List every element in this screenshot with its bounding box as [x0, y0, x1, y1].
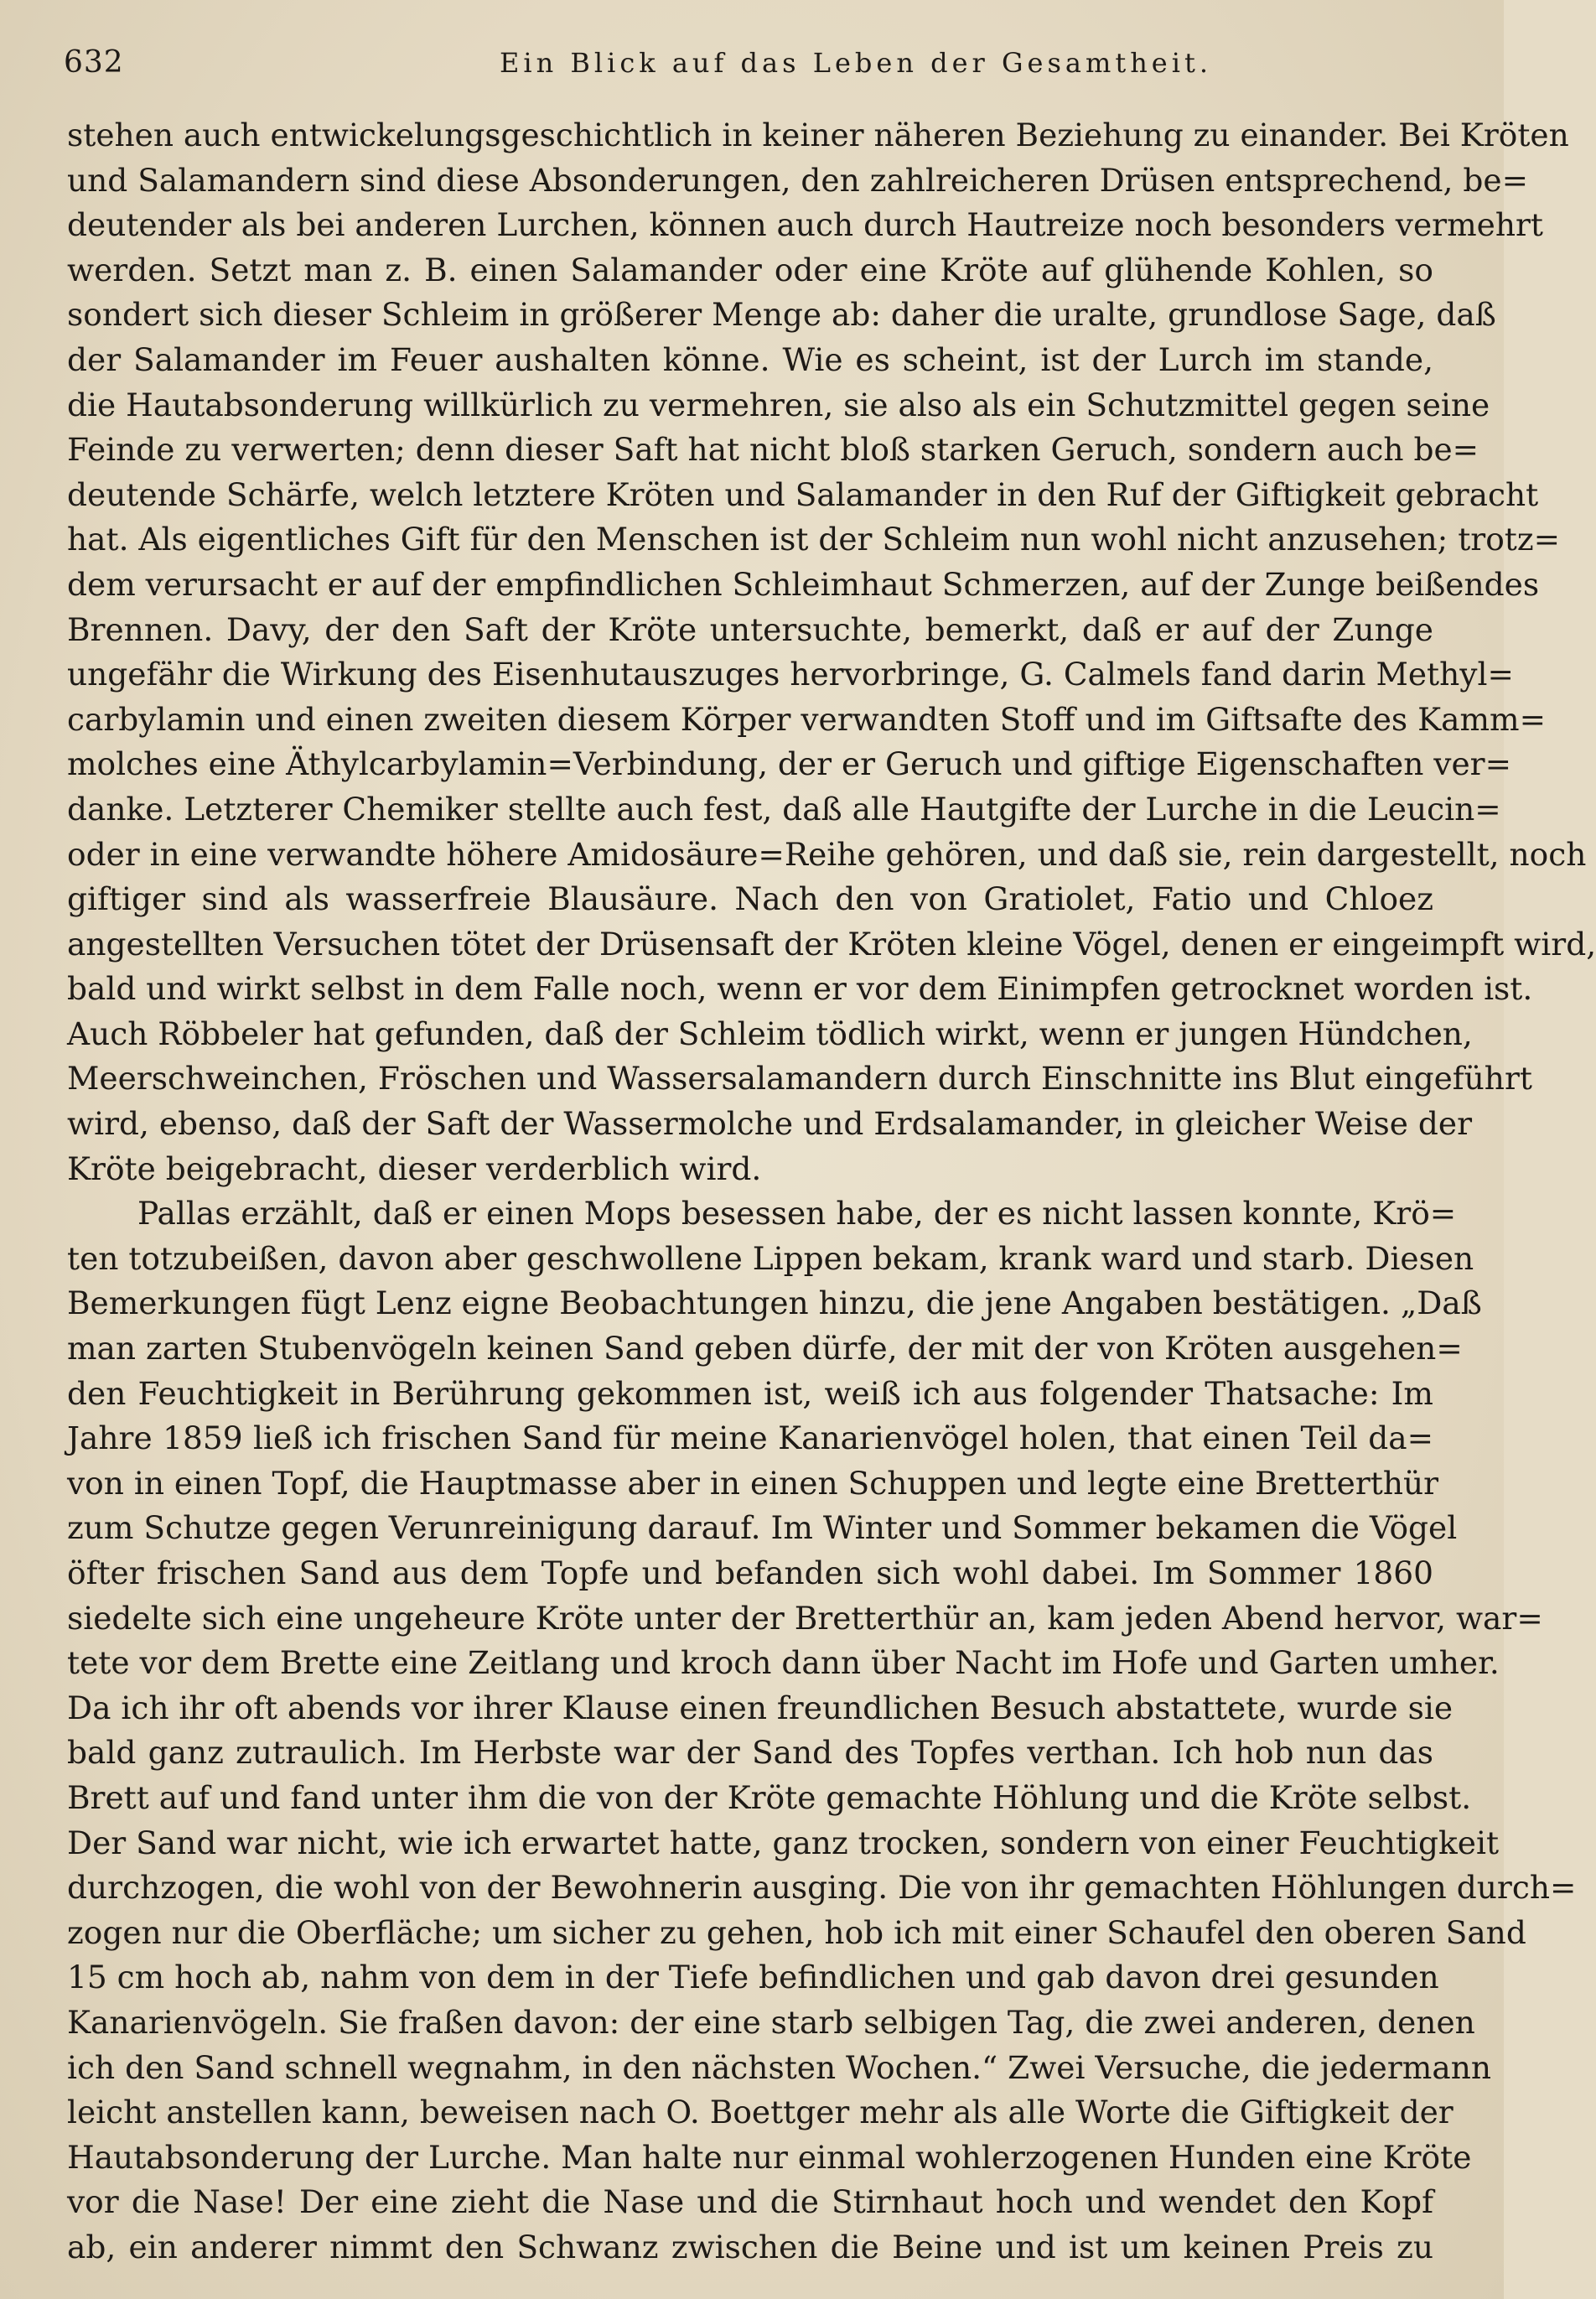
text-line: und Salamandern sind diese Absonderungen, den zahlreicheren Drüsen entsprechend, be= — [67, 161, 1528, 199]
text-line: Kanarienvögeln. Sie fraßen davon: der eine starb selbigen Tag, die zwei anderen, denen — [67, 2003, 1475, 2041]
paragraph-2 — [67, 1191, 1577, 2270]
text-line: sondert sich dieser Schleim in größerer Menge ab: daher die uralte, grundlose Sage, daß — [67, 296, 1496, 334]
text-line: molches eine Äthylcarbylamin=Verbindung, der er Geruch und giftige Eigenschaften ver= — [67, 745, 1512, 783]
text-line: Kröte beigebracht, dieser verderblich wird. — [67, 1150, 762, 1187]
text-line: giftiger sind als wasserfreie Blausäure. Nach den von Gratiolet, Fatio und Chloez — [67, 880, 1433, 918]
text-line: ungefähr die Wirkung des Eisenhutauszuges hervorbringe, G. Calmels fand darin Methyl= — [67, 656, 1514, 693]
text-line: hat. Als eigentliches Gift für den Menschen ist der Schleim nun wohl nicht anzusehen; trotz= — [67, 521, 1561, 558]
text-line: man zarten Stubenvögeln keinen Sand geben dürfe, der mit der von Kröten ausgehen= — [67, 1330, 1463, 1367]
text-line: der Salamander im Feuer aushalten könne. Wie es scheint, ist der Lurch im stande, — [67, 340, 1433, 378]
text-line: werden. Setzt man z. B. einen Salamander oder eine Kröte auf glühende Kohlen, so — [67, 251, 1433, 288]
text-line: deutende Schärfe, welch letztere Kröten und Salamander in den Ruf der Giftigkeit gebracht — [67, 475, 1539, 513]
text-line: dem verursacht er auf der empfindlichen Schleimhaut Schmerzen, auf der Zunge beißendes — [67, 565, 1540, 603]
text-line: Feinde zu verwerten; denn dieser Saft hat nicht bloß starken Geruch, sondern auch be= — [67, 431, 1479, 469]
text-line: Bemerkungen fügt Lenz eigne Beobachtungen hinzu, die jene Angaben bestätigen. „Daß — [67, 1284, 1482, 1322]
text-line: Pallas erzählt, daß er einen Mops besessen habe, der es nicht lassen konnte, Krö= — [137, 1195, 1457, 1233]
text-line: Auch Röbbeler hat gefunden, daß der Schleim tödlich wirkt, wenn er jungen Hündchen, — [67, 1015, 1473, 1052]
text-line: siedelte sich eine ungeheure Kröte unter der Bretterthür an, kam jeden Abend hervor, war= — [67, 1599, 1543, 1637]
text-line: ab, ein anderer nimmt den Schwanz zwischen die Beine und ist um keinen Preis zu — [67, 2228, 1433, 2265]
text-line: Brett auf und fand unter ihm die von der Kröte gemachte Höhlung und die Kröte selbst. — [67, 1778, 1472, 1816]
text-line: deutender als bei anderen Lurchen, können auch durch Hautreize noch besonders vermehrt — [67, 206, 1543, 244]
text-line: bald und wirkt selbst in dem Falle noch, wenn er vor dem Einimpfen getrocknet worden ist. — [67, 970, 1533, 1008]
text-line: den Feuchtigkeit in Berührung gekommen ist, weiß ich aus folgender Thatsache: Im — [67, 1374, 1433, 1412]
text-line: carbylamin und einen zweiten diesem Körper verwandten Stoff und im Giftsafte des Kamm= — [67, 700, 1547, 738]
text-line: tete vor dem Brette eine Zeitlang und kroch dann über Nacht im Hofe und Garten umher. — [67, 1644, 1500, 1682]
text-line: zogen nur die Oberfläche; um sicher zu gehen, hob ich mit einer Schaufel den oberen Sand — [67, 1913, 1526, 1951]
page-number: 632 — [64, 45, 124, 80]
text-line: Brennen. Davy, der den Saft der Kröte untersuchte, bemerkt, daß er auf der Zunge — [67, 610, 1433, 648]
running-title: Ein Blick auf das Leben der Gesamtheit. — [500, 47, 1212, 79]
text-line: danke. Letzterer Chemiker stellte auch fest, daß alle Hautgifte der Lurche in die Leucin= — [67, 790, 1501, 828]
text-line: ich den Sand schnell wegnahm, in den nächsten Wochen.“ Zwei Versuche, die jedermann — [67, 2048, 1491, 2086]
text-line: von in einen Topf, die Hauptmasse aber in einen Schuppen und legte eine Bretterthür — [67, 1464, 1439, 1502]
text-line: angestellten Versuchen tötet der Drüsensaft der Kröten kleine Vögel, denen er eingeimpft wird, — [67, 925, 1596, 963]
text-line: Da ich ihr oft abends vor ihrer Klause einen freundlichen Besuch abstattete, wurde sie — [67, 1689, 1454, 1726]
text-line: durchzogen, die wohl von der Bewohnerin ausging. Die von ihr gemachten Höhlungen durch= — [67, 1869, 1577, 1907]
text-line: oder in eine verwandte höhere Amidosäure=Reihe gehören, und daß sie, rein dargestellt, noch — [67, 835, 1587, 873]
text-line: zum Schutze gegen Verunreinigung darauf. Im Winter und Sommer bekamen die Vögel — [67, 1509, 1458, 1547]
text-line: Hautabsonderung der Lurche. Man halte nur einmal wohlerzogenen Hunden eine Kröte — [67, 2138, 1472, 2176]
page-header — [64, 45, 1438, 87]
text-line: Meerschweinchen, Fröschen und Wassersalamandern durch Einschnitte ins Blut eingeführt — [67, 1060, 1532, 1098]
text-line: 15 cm hoch ab, nahm von dem in der Tiefe befindlichen und gab davon drei gesunden — [67, 1959, 1439, 1996]
text-line: die Hautabsonderung willkürlich zu vermehren, sie also als ein Schutzmittel gegen seine — [67, 386, 1490, 423]
text-line: wird, ebenso, daß der Saft der Wassermolche und Erdsalamander, in gleicher Weise der — [67, 1105, 1473, 1143]
text-line: vor die Nase! Der eine zieht die Nase und die Stirnhaut hoch und wendet den Kopf — [67, 2183, 1433, 2221]
text-line: bald ganz zutraulich. Im Herbste war der Sand des Topfes verthan. Ich hob nun das — [67, 1734, 1433, 1772]
text-line: leicht anstellen kann, beweisen nach O. Boettger mehr als alle Worte die Giftigkeit der — [67, 2094, 1454, 2131]
text-line: ten totzubeißen, davon aber geschwollene Lippen bekam, krank ward und starb. Diesen — [67, 1239, 1474, 1277]
text-line: Jahre 1859 ließ ich frischen Sand für meine Kanarienvögel holen, that einen Teil da= — [67, 1419, 1433, 1457]
text-line: stehen auch entwickelungsgeschichtlich in keiner näheren Beziehung zu einander. Bei Kröten — [67, 117, 1569, 153]
text-line: öfter frischen Sand aus dem Topfe und befanden sich wohl dabei. Im Sommer 1860 — [67, 1554, 1433, 1591]
paragraph-1 — [67, 113, 1596, 1191]
text-line: Der Sand war nicht, wie ich erwartet hatte, ganz trocken, sondern von einer Feuchtigkeit — [67, 1824, 1500, 1861]
body-text — [67, 113, 1596, 2270]
